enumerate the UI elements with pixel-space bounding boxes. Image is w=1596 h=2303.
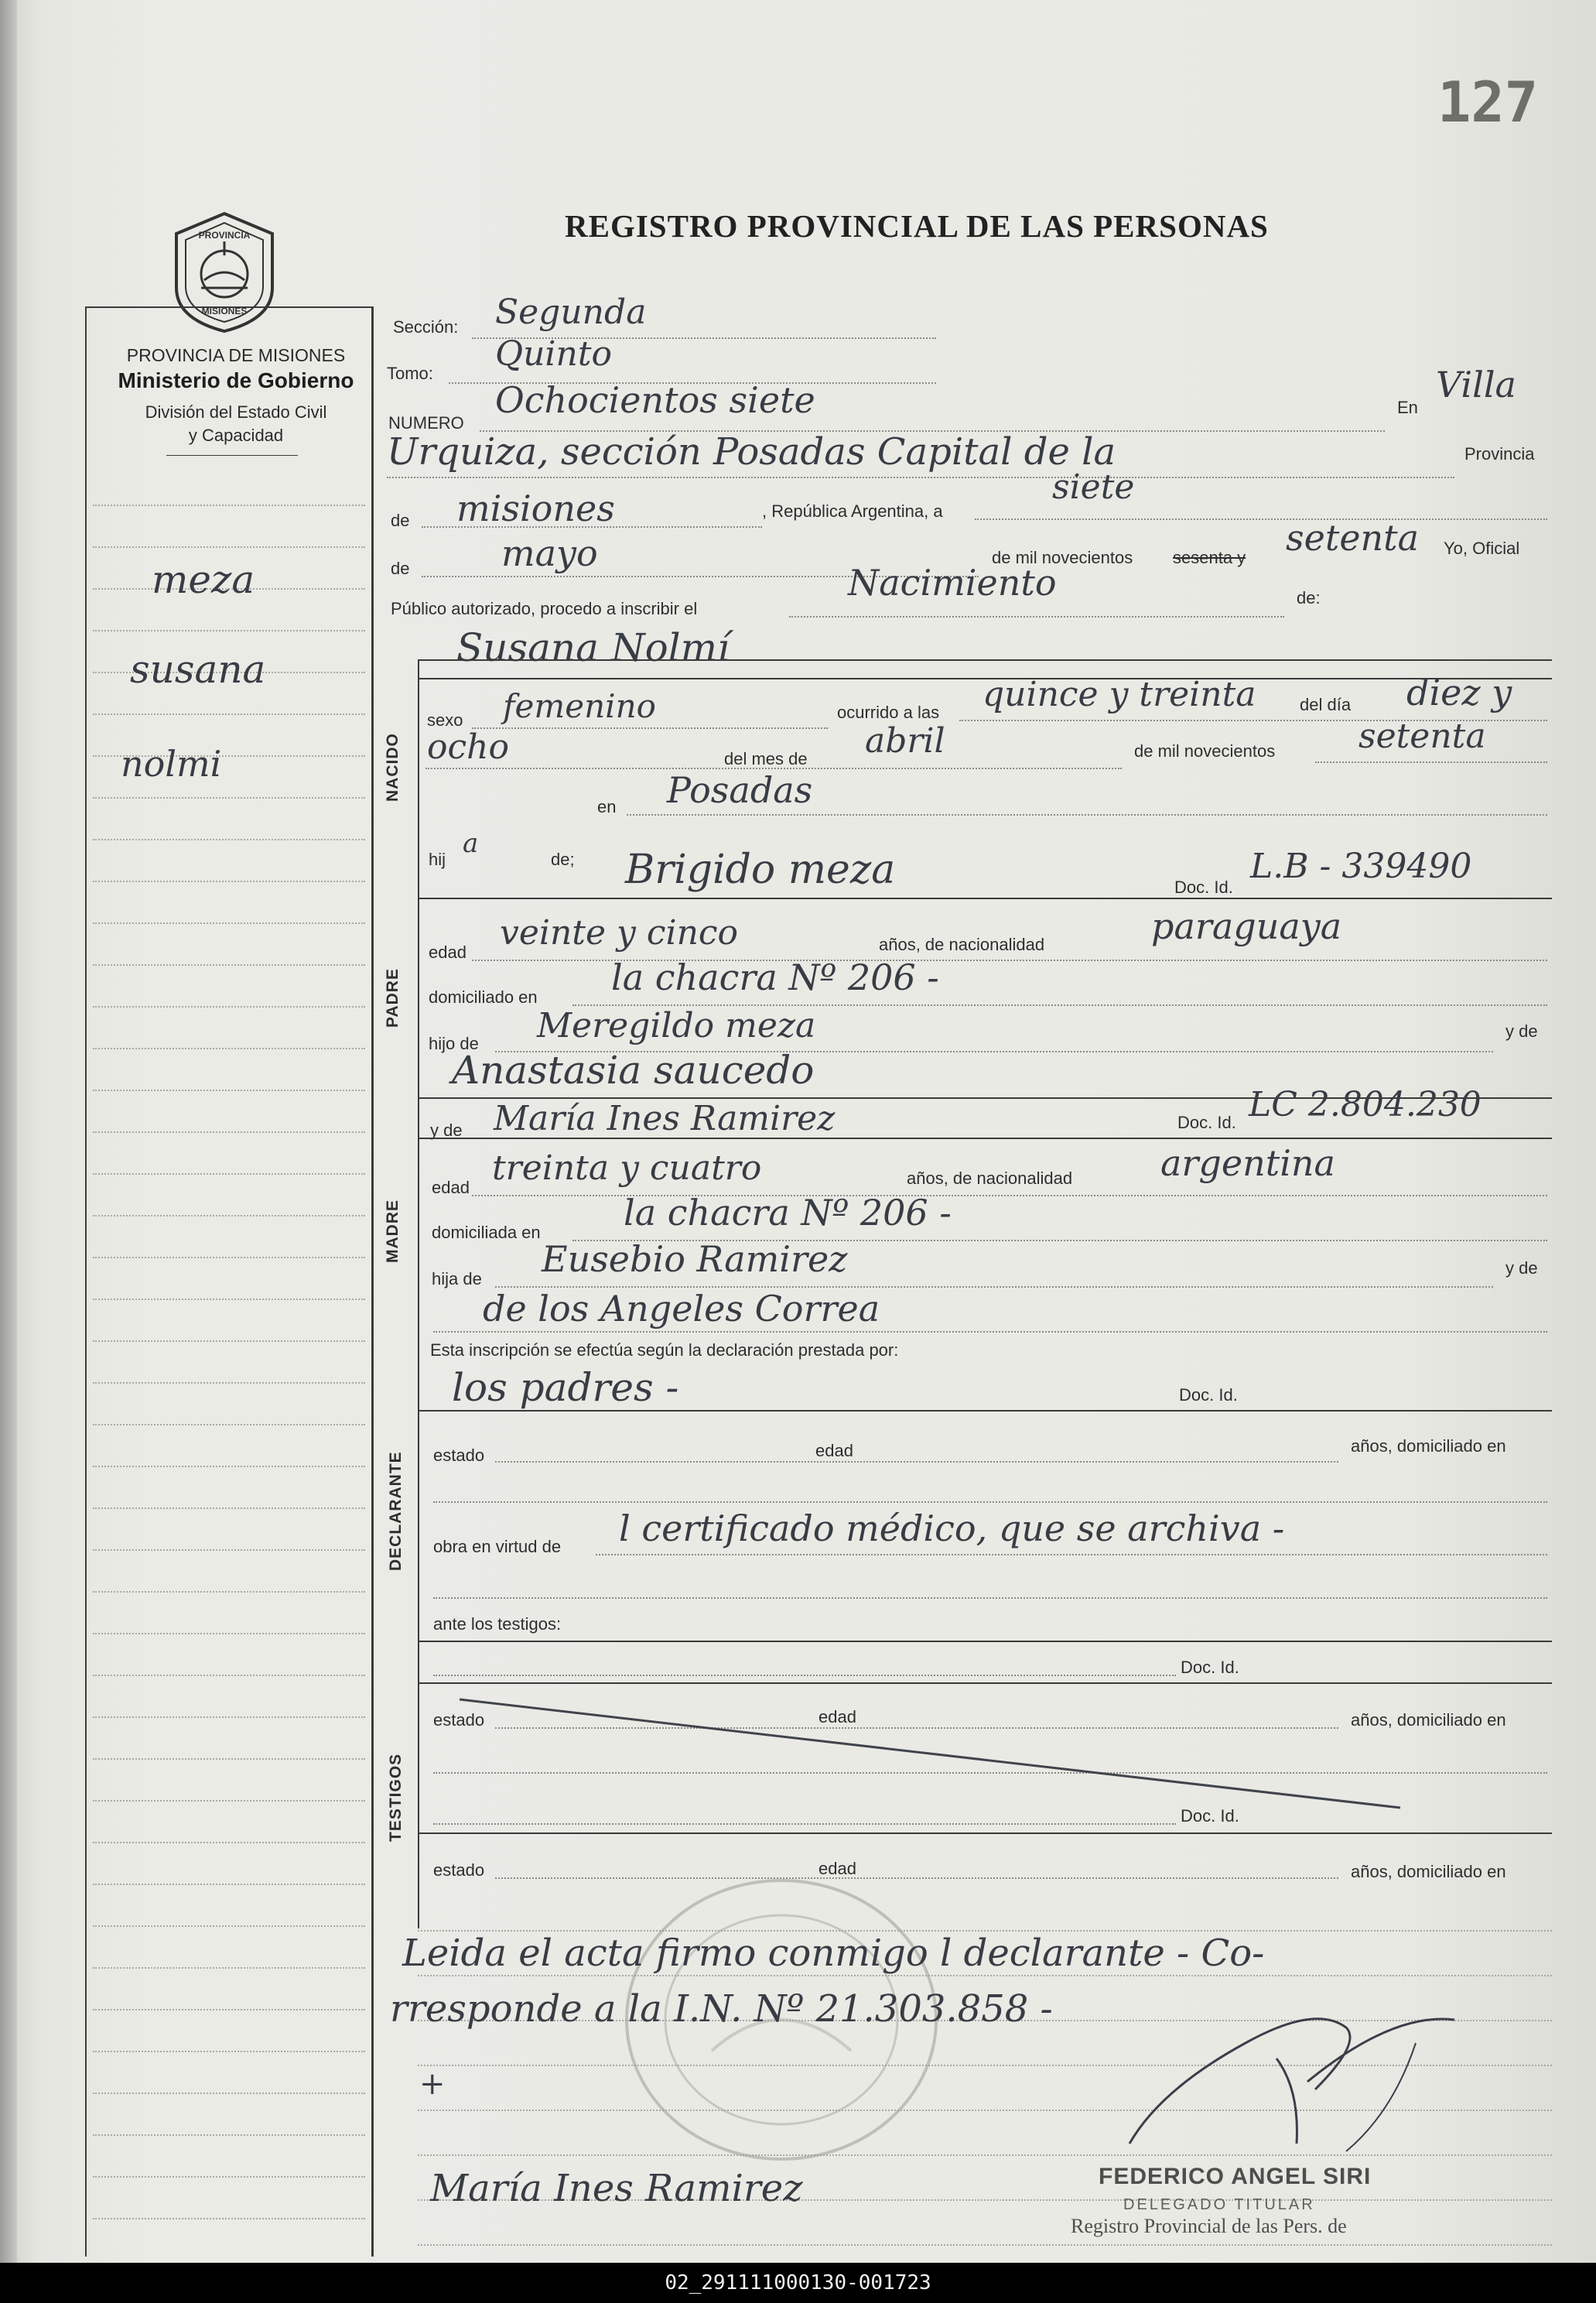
margin-rule-line xyxy=(93,1006,365,1008)
margin-rule-line xyxy=(93,505,365,506)
top-border xyxy=(85,306,371,308)
madre-y-de-label: y de xyxy=(430,1121,463,1140)
anio-nac-line xyxy=(1315,761,1547,763)
tomo-label: Tomo: xyxy=(387,364,433,383)
padre-domicilio: la chacra Nº 206 - xyxy=(611,956,939,998)
acto-value: Nacimiento xyxy=(848,562,1057,604)
margin-rule-line xyxy=(93,1967,365,1969)
declarante-blank-line xyxy=(433,1501,1547,1503)
madre-nacionalidad: argentina xyxy=(1160,1142,1335,1184)
margin-rule-line xyxy=(93,1340,365,1342)
testigos-third-line xyxy=(418,1832,1552,1834)
margin-rule-line xyxy=(93,881,365,882)
testigo1-edad-label: edad xyxy=(819,1707,856,1726)
testigos-strike-line xyxy=(456,1693,1416,1817)
padre-padre: Meregildo meza xyxy=(537,1006,816,1045)
left-border xyxy=(85,306,87,2257)
margin-rule-line xyxy=(93,1173,365,1175)
obra-label: obra en virtud de xyxy=(433,1537,562,1556)
en-line-2 xyxy=(387,477,1454,478)
de-label-2: de xyxy=(391,559,410,578)
margin-rule-line xyxy=(93,2218,365,2219)
del-dia-label: del día xyxy=(1300,695,1352,714)
padre-madre: Anastasia saucedo xyxy=(452,1048,815,1093)
madre-nombre: María Ines Ramirez xyxy=(494,1099,836,1138)
testigos-top-line xyxy=(418,1641,1552,1642)
margin-rule-line xyxy=(93,922,365,924)
closing-line-2: rresponde a la I.N. Nº 21.303.858 - xyxy=(390,1987,1053,2031)
stamp-officer-name: FEDERICO ANGEL SIRI xyxy=(1099,2164,1372,2189)
margin-rule-line xyxy=(93,1842,365,1843)
margin-rule-line xyxy=(93,797,365,799)
margin-rule-line xyxy=(93,1382,365,1384)
padre-edad-label: edad xyxy=(429,943,466,962)
ocurrido-label: ocurrido a las xyxy=(837,703,940,722)
division-line-2: y Capacidad xyxy=(188,426,284,445)
margin-rule-line xyxy=(93,1884,365,1885)
margin-rule-line xyxy=(93,546,365,548)
stamp-officer-role: DELEGADO TITULAR xyxy=(1123,2196,1315,2213)
margin-rule-line xyxy=(93,1424,365,1425)
de-mil-nac-label: de mil novecientos xyxy=(1134,741,1276,761)
dia-line xyxy=(975,518,1547,520)
testigos-second-line xyxy=(418,1682,1552,1684)
margin-rule-line xyxy=(93,1675,365,1676)
margin-rule-line xyxy=(93,1507,365,1509)
margin-rule-line xyxy=(93,1215,365,1217)
margin-rule-line xyxy=(93,2134,365,2136)
margin-rule-line xyxy=(93,1716,365,1718)
madre-padre: Eusebio Ramirez xyxy=(542,1238,848,1280)
madre-nac-label: años, de nacionalidad xyxy=(907,1169,1073,1188)
madre-second-line xyxy=(418,1138,1552,1139)
madre-madre: de los Angeles Correa xyxy=(483,1288,880,1329)
margin-rule-line xyxy=(93,1549,365,1551)
margin-rule-line xyxy=(93,1925,365,1927)
margin-rule-line xyxy=(93,713,365,715)
closing-rule-2 xyxy=(418,1975,1552,1976)
margin-rule-line xyxy=(93,1800,365,1802)
anio-registro: setenta xyxy=(1286,517,1420,559)
padre-top-line xyxy=(418,898,1552,899)
provincia-line xyxy=(422,526,762,528)
stamp-organization: Registro Provincial de las Pers. de xyxy=(1071,2215,1347,2237)
testigo2-doc-line xyxy=(433,1823,1176,1825)
section-divider xyxy=(418,659,419,1928)
book-binding xyxy=(0,0,17,2263)
margin-rule-line xyxy=(93,1591,365,1593)
testigo2-anios-label: años, domiciliado en xyxy=(1351,1862,1506,1881)
testigo2-doc-label: Doc. Id. xyxy=(1181,1806,1239,1826)
margin-rule-line xyxy=(93,2093,365,2094)
padre-nac-label: años, de nacionalidad xyxy=(879,935,1045,954)
obra-value: l certificado médico, que se archiva - xyxy=(619,1507,1285,1549)
testigo1-anios-label: años, domiciliado en xyxy=(1351,1710,1506,1730)
sexo-value: femenino xyxy=(503,687,656,725)
nacido-section-label: NACIDO xyxy=(384,733,402,802)
province-name: PROVINCIA DE MISIONES xyxy=(126,345,346,365)
sexo-line xyxy=(472,727,828,729)
padre-y-de-label: y de xyxy=(1505,1021,1538,1041)
declarante-estado-label: estado xyxy=(433,1446,485,1465)
de-mil-label: de mil novecientos xyxy=(992,548,1133,567)
yo-oficial-label: Yo, Oficial xyxy=(1444,539,1520,558)
declarante-section-label: DECLARANTE xyxy=(387,1451,405,1571)
seccion-label: Sección: xyxy=(393,317,459,337)
division-line-1: División del Estado Civil xyxy=(145,402,327,422)
en-label: En xyxy=(1397,398,1418,417)
acto-line xyxy=(789,616,1284,618)
margin-rule-line xyxy=(93,1257,365,1258)
margin-rule-line xyxy=(93,1633,365,1634)
margin-rule-line xyxy=(93,1131,365,1133)
hij-label: hij xyxy=(429,850,446,869)
madre-domicilio-label: domiciliada en xyxy=(432,1223,541,1242)
margin-rule-line xyxy=(93,1466,365,1467)
de-label-1: de xyxy=(391,511,410,530)
en-value-2: Urquiza, sección Posadas Capital de la xyxy=(387,430,1116,474)
mother-signature: María Ines Ramirez xyxy=(430,2167,803,2210)
madre-hija-label: hija de xyxy=(432,1269,482,1288)
sesenta-struck: sesenta y xyxy=(1173,548,1246,567)
declarante-anios-label: años, domiciliado en xyxy=(1351,1436,1506,1456)
margin-first-name: susana xyxy=(130,647,266,692)
nombre-inscripto: Susana Nolmí xyxy=(456,625,730,670)
hij-de-label: de; xyxy=(551,850,575,869)
dia-nac-2: ocho xyxy=(427,727,509,767)
hij-suffix: a xyxy=(463,828,479,859)
madre-section-label: MADRE xyxy=(384,1199,402,1263)
margin-rule-line xyxy=(93,839,365,840)
testigo2-edad-label: edad xyxy=(819,1859,856,1878)
declarante-blank-line-2 xyxy=(433,1597,1547,1599)
numero-value: Ochocientos siete xyxy=(495,379,815,421)
margin-rule-line xyxy=(93,2176,365,2178)
declarante-intro-label: Esta inscripción se efectúa según la declaración prestada por: xyxy=(430,1340,899,1360)
seccion-value: Segunda xyxy=(495,293,647,332)
madre-domicilio: la chacra Nº 206 - xyxy=(624,1192,952,1234)
nombre-line xyxy=(418,659,1552,661)
margin-rule-line xyxy=(93,1048,365,1049)
declarante-edad-label: edad xyxy=(815,1441,853,1460)
en-nac-label: en xyxy=(597,797,617,816)
hora-value: quince y treinta xyxy=(983,675,1256,714)
testigo1-doc-label: Doc. Id. xyxy=(1181,1658,1239,1677)
declarante-value: los padres - xyxy=(452,1365,679,1410)
province-seal-icon xyxy=(170,210,279,334)
obra-line xyxy=(596,1554,1547,1555)
padre-doc-label: Doc. Id. xyxy=(1174,878,1233,897)
anio-nac: setenta xyxy=(1358,717,1486,756)
declarante-doc-label: Doc. Id. xyxy=(1179,1385,1238,1405)
provincia-label: Provincia xyxy=(1464,444,1535,464)
closing-rule-8 xyxy=(418,2244,1552,2246)
page-number: 127 xyxy=(1437,70,1539,135)
margin-surname: meza xyxy=(152,557,255,602)
sexo-label: sexo xyxy=(427,710,463,730)
padre-hijo-label: hijo de xyxy=(429,1034,479,1053)
padre-nacionalidad: paraguaya xyxy=(1151,905,1342,947)
testigo1-estado-label: estado xyxy=(433,1710,485,1730)
margin-rule-line xyxy=(93,2051,365,2052)
margin-rule-line xyxy=(93,1299,365,1300)
publico-label: Público autorizado, procedo a inscribir el xyxy=(391,599,698,618)
margin-middle-name: nolmi xyxy=(121,743,222,785)
testigo1-doc-line xyxy=(433,1675,1176,1676)
madre-doc-label: Doc. Id. xyxy=(1177,1113,1236,1132)
margin-rule-line xyxy=(93,630,365,631)
margin-rule-line xyxy=(93,964,365,966)
en-value-1: Villa xyxy=(1436,364,1516,406)
margin-rule-line xyxy=(93,2009,365,2010)
padre-edad: veinte y cinco xyxy=(500,913,739,953)
closing-cross: + xyxy=(419,2066,446,2102)
madre-edad: treinta y cuatro xyxy=(492,1148,762,1188)
padre-domicilio-label: domiciliado en xyxy=(429,987,538,1007)
officer-signature-icon xyxy=(1114,1997,1470,2167)
declarante-estado-line xyxy=(495,1461,1338,1463)
republica-label: , República Argentina, a xyxy=(762,501,943,521)
de-label-3: de: xyxy=(1297,588,1321,607)
ministry-name: Ministerio de Gobierno xyxy=(118,368,354,392)
madre-y-de2-label: y de xyxy=(1505,1258,1538,1278)
padre-nombre: Brigido meza xyxy=(625,847,896,893)
svg-text:PROVINCIA: PROVINCIA xyxy=(198,230,251,241)
margin-rule-line xyxy=(93,1090,365,1091)
madre-madre-line xyxy=(433,1331,1547,1333)
provincia-value: misiones xyxy=(456,488,615,529)
testigo2-estado-label: estado xyxy=(433,1860,485,1880)
svg-text:MISIONES: MISIONES xyxy=(201,306,248,317)
closing-line-1: Leida el acta firmo conmigo l declarante - Co- xyxy=(402,1932,1265,1975)
tomo-value: Quinto xyxy=(495,334,612,374)
padre-doc: L.B - 339490 xyxy=(1250,847,1472,886)
mes-nac: abril xyxy=(865,721,945,761)
lugar-nac: Posadas xyxy=(667,769,813,811)
dia-registro: siete xyxy=(1052,467,1135,507)
dia-nac-1: diez y xyxy=(1406,672,1512,713)
madre-edad-label: edad xyxy=(432,1178,470,1197)
del-mes-label: del mes de xyxy=(724,749,808,768)
ante-testigos-label: ante los testigos: xyxy=(433,1614,562,1634)
padre-section-label: PADRE xyxy=(384,968,402,1028)
madre-doc: LC 2.804.230 xyxy=(1249,1085,1482,1124)
mes-registro: mayo xyxy=(501,532,598,574)
header-underline xyxy=(166,455,298,456)
lugar-nac-line xyxy=(627,814,1547,816)
file-id-footer: 02_291111000130-001723 xyxy=(0,2263,1596,2303)
column-divider xyxy=(371,306,374,2257)
page-title: REGISTRO PROVINCIAL DE LAS PERSONAS xyxy=(565,208,1269,244)
numero-label: NUMERO xyxy=(388,413,464,433)
margin-rule-line xyxy=(93,1758,365,1760)
declarante-top-line xyxy=(418,1410,1552,1412)
testigos-section-label: TESTIGOS xyxy=(387,1753,405,1842)
